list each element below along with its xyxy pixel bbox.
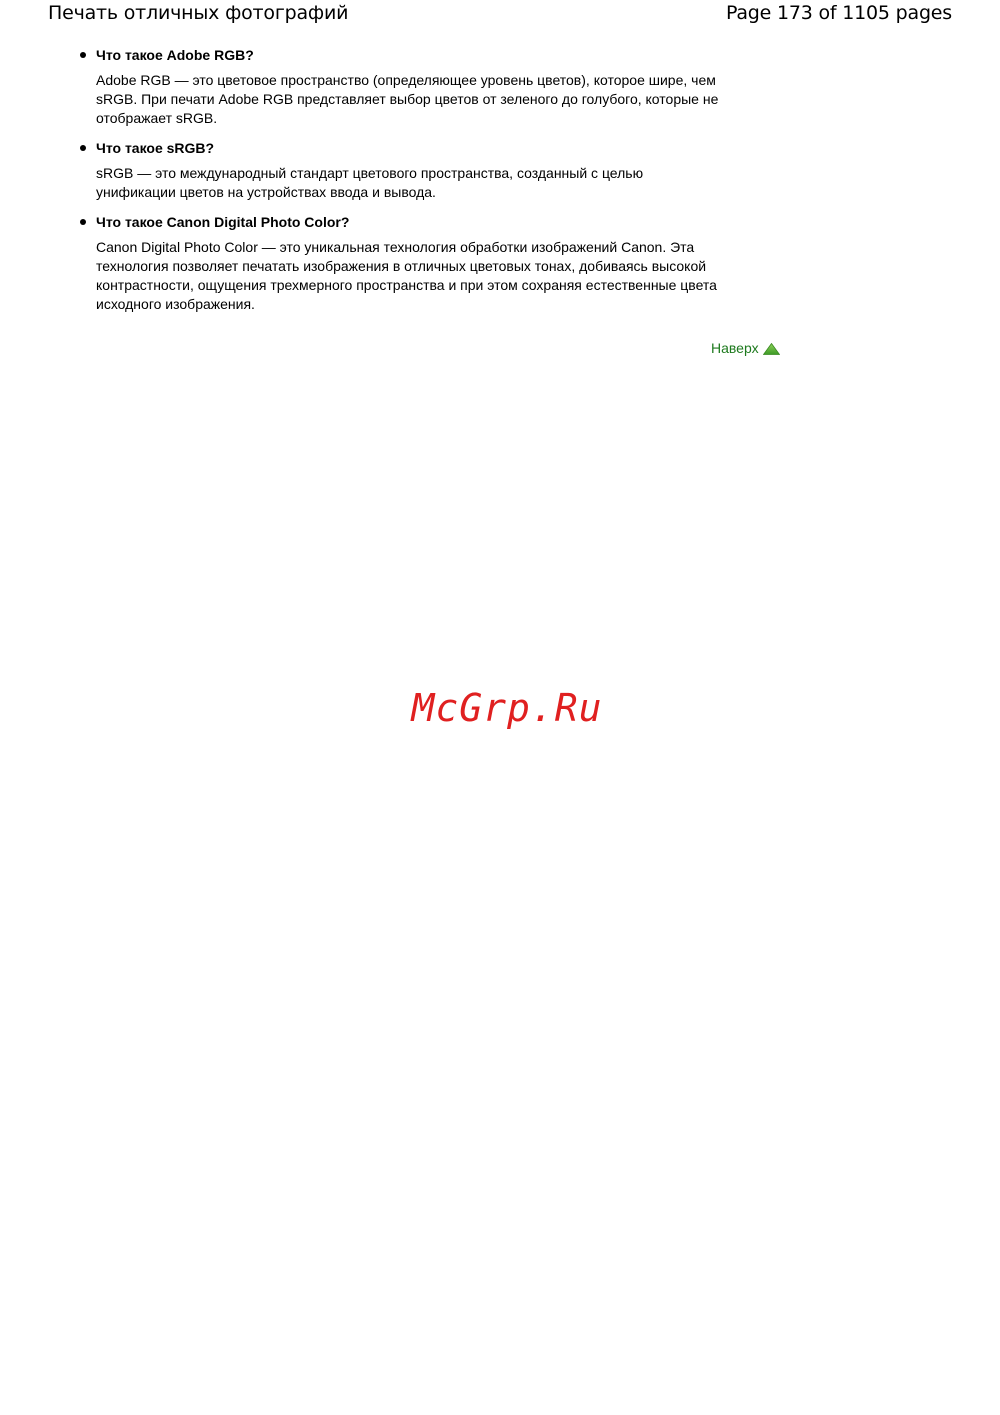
faq-answer — [78, 238, 788, 314]
back-to-top-link[interactable] — [711, 339, 780, 357]
bullet-icon — [80, 219, 86, 225]
faq-question — [78, 46, 788, 65]
answer-line: контрастности, ощущения трехмерного пространства и при этом сохраняя естественные цвета — [96, 277, 717, 293]
answer-line: sRGB. При печати Adobe RGB представляет выбор цветов от зеленого до голубого, которые не — [96, 91, 719, 107]
watermark-text: McGrp.Ru — [411, 686, 603, 730]
answer-line: Adobe RGB — это цветовое пространство (определяющее уровень цветов), которое шире, чем — [96, 72, 716, 88]
answer-line: исходного изображения. — [96, 296, 255, 312]
faq-question — [78, 139, 788, 158]
page-header — [0, 0, 1000, 30]
watermark — [0, 686, 1000, 730]
page-indicator: Page 173 of 1105 pages — [725, 2, 952, 24]
faq-item-adobe-rgb — [78, 46, 788, 128]
answer-line: унификации цветов на устройствах ввода и вывода. — [96, 184, 436, 200]
bullet-icon — [80, 52, 86, 58]
faq-answer — [78, 71, 788, 128]
bullet-icon — [80, 145, 86, 151]
faq-question-text: Что такое Adobe RGB? — [96, 47, 254, 63]
faq-item-srgb — [78, 139, 788, 202]
faq-content — [78, 46, 788, 325]
answer-line: технология позволяет печатать изображения в отличных цветовых тонах, добиваясь высокой — [96, 258, 707, 274]
answer-line: отображает sRGB. — [96, 110, 218, 126]
faq-question — [78, 213, 788, 232]
document-title: Печать отличных фотографий — [48, 2, 349, 24]
answer-line: sRGB — это международный стандарт цветового пространства, созданный с целью — [96, 165, 644, 181]
answer-line: Canon Digital Photo Color — это уникальная технология обработки изображений Canon. Эта — [96, 239, 695, 255]
faq-question-text: Что такое Canon Digital Photo Color? — [96, 214, 350, 230]
faq-answer — [78, 164, 788, 202]
faq-item-canon-digital-photo-color — [78, 213, 788, 314]
faq-question-text: Что такое sRGB? — [96, 140, 215, 156]
back-to-top-label: Наверх — [711, 340, 759, 356]
triangle-up-icon[interactable] — [763, 342, 780, 354]
